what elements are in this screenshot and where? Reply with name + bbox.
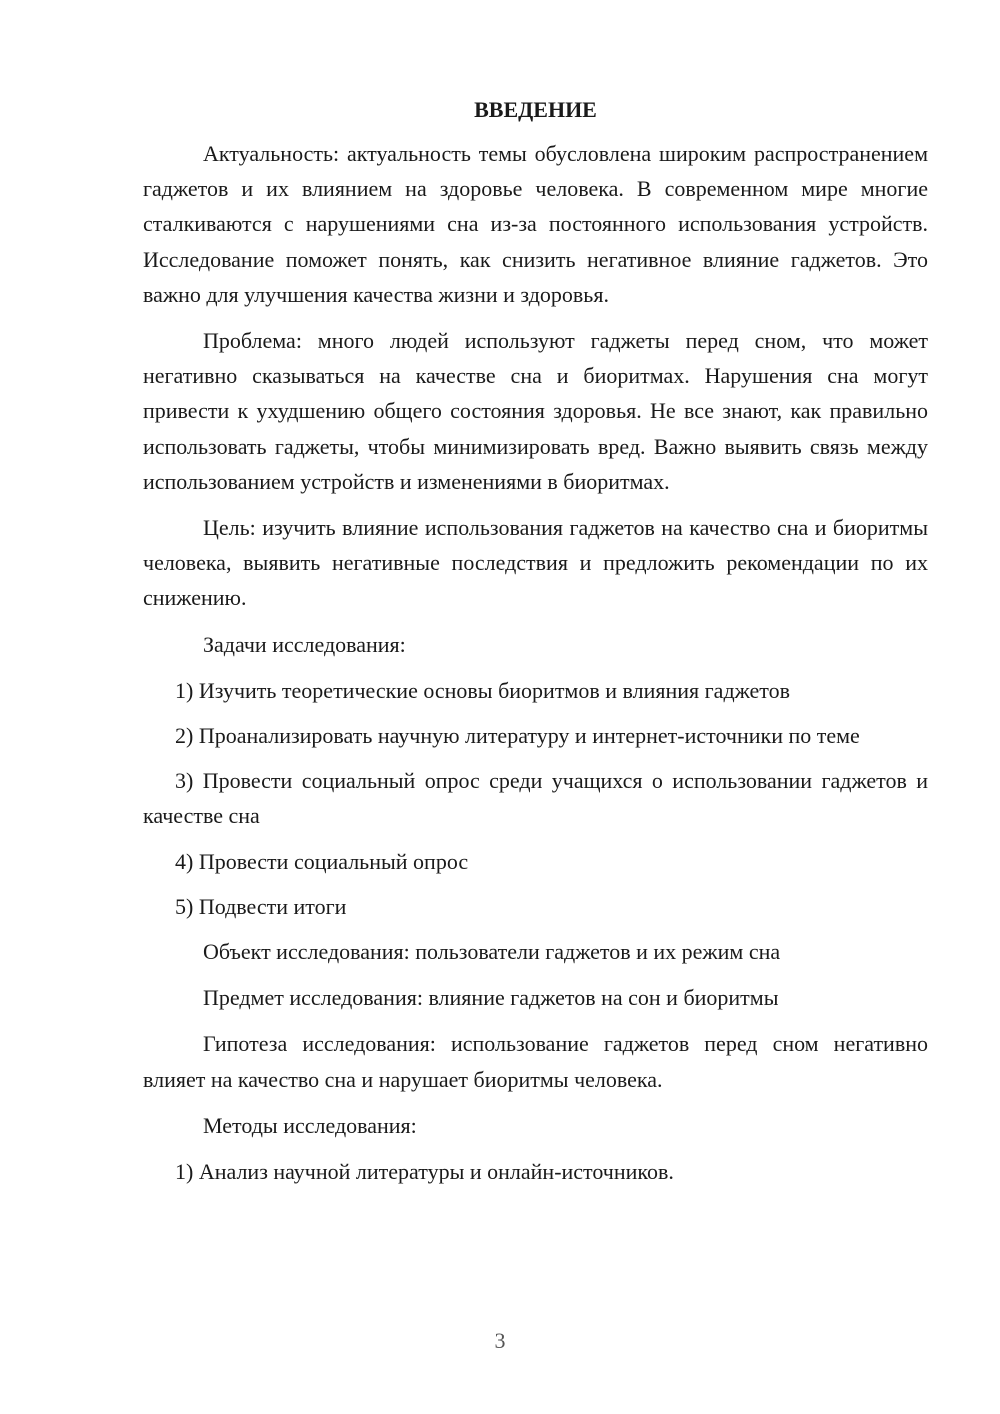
task-item: 1) Изучить теоретические основы биоритмов и влияния гаджетов	[175, 677, 791, 703]
task-item: 2) Проанализировать научную литературу и интернет-источники по теме	[175, 723, 860, 749]
hypothesis-paragraph: Гипотеза исследования: использование гаджетов перед сном негативно влияет на качество сна и нарушает биоритмы человека.	[143, 1031, 928, 1092]
document-page	[143, 92, 928, 1199]
relevance-paragraph: Актуальность: актуальность темы обусловлена широким распространением гаджетов и их влиянием на здоровье человека. В современном мире многие сталкиваются с нарушениями сна из-за постоянного использования устройств. Исследование поможет понять, как снизить негативное влияние гаджетов. Это важно для улучшения качества жизни и здоровья.	[143, 141, 928, 307]
task-item: 5) Подвести итоги	[175, 893, 347, 919]
page-number: 3	[494, 1328, 506, 1353]
tasks-heading: Задачи исследования:	[203, 631, 406, 657]
methods-heading: Методы исследования:	[203, 1112, 417, 1138]
task-item: 3) Провести социальный опрос среди учащихся о использовании гаджетов и качестве сна	[143, 768, 928, 829]
object-paragraph: Объект исследования: пользователи гаджетов и их режим сна	[203, 939, 781, 965]
subject-paragraph: Предмет исследования: влияние гаджетов на сон и биоритмы	[203, 985, 779, 1011]
task-item: 4) Провести социальный опрос	[175, 848, 469, 874]
method-item: 1) Анализ научной литературы и онлайн-источников.	[175, 1159, 674, 1185]
problem-paragraph: Проблема: много людей используют гаджеты перед сном, что может негативно сказываться на качестве сна и биоритмах. Нарушения сна могут привести к ухудшению общего состояния здоровья. Не все знают, как правильно использовать гаджеты, чтобы минимизировать вред. Важно выявить связь между использованием устройств и изменениями в биоритмах.	[143, 328, 928, 494]
goal-paragraph: Цель: изучить влияние использования гаджетов на качество сна и биоритмы человека, выявить негативные последствия и предложить рекомендации по их снижению.	[143, 515, 928, 611]
section-title: ВВЕДЕНИЕ	[474, 97, 597, 122]
